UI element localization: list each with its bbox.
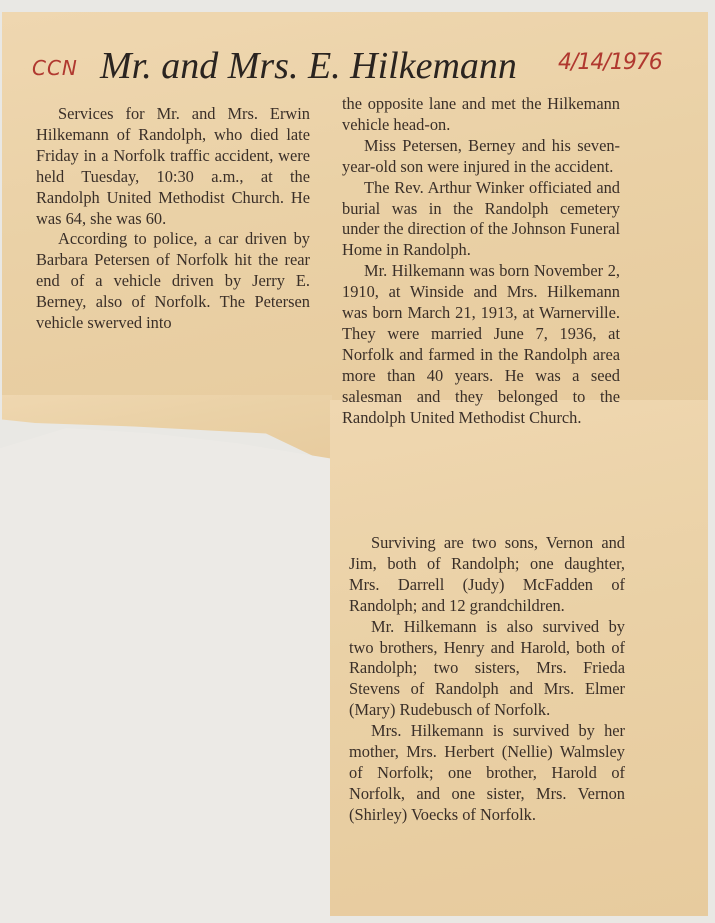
paragraph: the opposite lane and met the Hilkemann vehicle head-on.: [342, 94, 620, 134]
paragraph: According to police, a car driven by Barbara Petersen of Norfolk hit the rear end of a vehicle driven by Jerry E. Berney, also of Norfolk. The Petersen vehicle swerved into: [36, 229, 310, 333]
paragraph: Mrs. Hilkemann is survived by her mother, Mrs. Herbert (Nellie) Walmsley of Norfolk; one brother, Harold of Norfolk, and one sister, Mrs. Vernon (Shirley) Voecks of Norfolk.: [349, 721, 625, 824]
paragraph: The Rev. Arthur Winker officiated and burial was in the Randolph cemetery under the direction of the Johnson Funeral Home in Randolph.: [342, 177, 620, 260]
paragraph: Surviving are two sons, Vernon and Jim, both of Randolph; one daughter, Mrs. Darrell (Judy) McFadden of Randolph; and 12 grandchildren.: [349, 533, 625, 615]
article-column-2: [342, 94, 620, 429]
paragraph: Mr. Hilkemann is also survived by two brothers, Henry and Harold, both of Randolph; two sisters, Mrs. Frieda Stevens of Randolph and Mrs. Elmer (Mary) Rudebusch of Norfolk.: [349, 616, 625, 720]
handwritten-initials: CCN: [32, 56, 78, 80]
paragraph: Mr. Hilkemann was born November 2, 1910, at Winside and Mrs. Hilkemann was born March 21, 1913, at Warnerville. They were married June 7, 1936, at Norfolk and farmed in the Randolph area more than 40 years. He was a seed salesman and they belonged to the Randolph United Methodist Church.: [342, 261, 620, 427]
obituary-headline: Mr. and Mrs. E. Hilkemann: [100, 45, 517, 87]
article-column-1: [36, 104, 310, 334]
paragraph: Miss Petersen, Berney and his seven-year-old son were injured in the accident.: [342, 135, 620, 176]
article-column-2-lower: [349, 533, 625, 826]
paragraph: Services for Mr. and Mrs. Erwin Hilkemann of Randolph, who died late Friday in a Norfolk traffic accident, were held Tuesday, 10:30 a.m., at the Randolph United Methodist Church. He was 64, she was 60.: [36, 104, 310, 228]
handwritten-date: 4/14/1976: [558, 50, 662, 75]
missing-paper-area: [0, 418, 330, 923]
